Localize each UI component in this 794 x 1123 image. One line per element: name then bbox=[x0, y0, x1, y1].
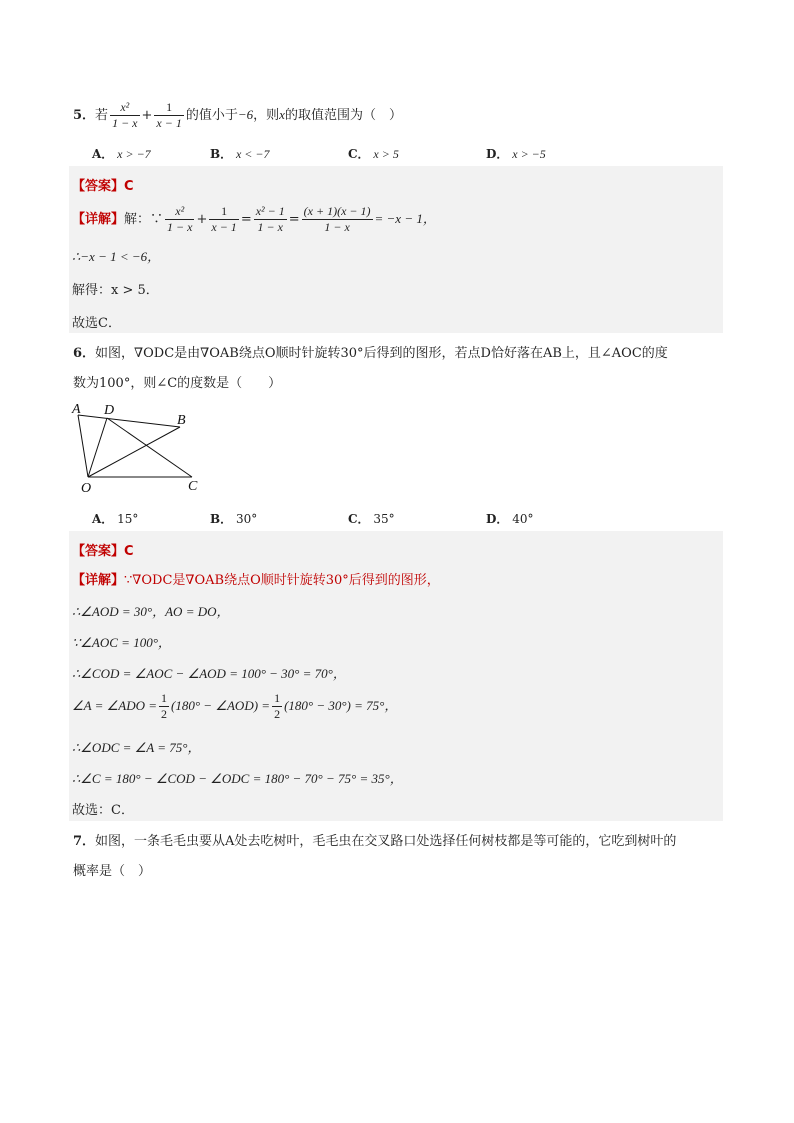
q5-option-c: C． x > 5 bbox=[348, 147, 399, 161]
q6-detail: 【详解】∵∇ODC是∇OAB绕点O顺时针旋转30°后得到的图形， bbox=[72, 573, 440, 588]
q5-detail: 【详解】解：∵ $\frac{\text{x²}}{1 - x}$ + $\frac{1}{x - 1}$ = $\frac{\text{x² − 1}}{1 - x}$ = $\frac{(x + 1)(x - 1)}{1 - x}$ = −x − 1， bbox=[72, 204, 436, 234]
q5-option-b: B． x < −7 bbox=[210, 147, 270, 161]
q6-option-b: B． 30° bbox=[210, 512, 258, 526]
q5-option-d: D． x > −5 bbox=[486, 147, 546, 161]
segment-oa bbox=[78, 415, 88, 477]
label-d: D bbox=[104, 403, 115, 418]
q6-step4: ∠A = ∠ADO = $\frac{1}{2}$ (180° − ∠AOD) = $\frac{1}{2}$ (180° − 30°) = 75°， bbox=[72, 691, 398, 721]
label-b: B bbox=[177, 413, 186, 428]
q6-stem-line2: 数为100°，则∠C的度数是（ ） bbox=[73, 376, 282, 391]
q6-stem-line1: 6．如图，∇ODC是由∇OAB绕点O顺时针旋转30°后得到的图形，若点D恰好落在AB上，且∠AOC的度 bbox=[73, 346, 668, 361]
q6-step1: ∴∠AOD = 30°，AO = DO， bbox=[72, 604, 230, 619]
q5-conclusion: 故选C． bbox=[72, 316, 121, 331]
q7-number: 7． bbox=[73, 834, 96, 849]
q5-step2: ∴−x − 1 < −6， bbox=[72, 249, 161, 264]
q6-answer: 【答案】C bbox=[72, 544, 134, 559]
q5-answer-box bbox=[69, 166, 723, 333]
q5-answer: 【答案】C bbox=[72, 179, 134, 194]
q5-stem: 5．若 $\frac{\text{x²}}{1 - x}$ + $\frac{1}{x - 1}$ 的值小于−6，则x的取值范围为（ ） bbox=[73, 100, 402, 130]
q5-step3: 解得：x > 5． bbox=[72, 283, 159, 298]
q5-option-a: A． x > −7 bbox=[92, 147, 151, 161]
q6-conclusion: 故选：C． bbox=[72, 803, 134, 818]
q6-step2: ∵∠AOC = 100°， bbox=[72, 635, 171, 650]
q6-number: 6． bbox=[73, 346, 96, 361]
q6-option-d: D． 40° bbox=[486, 512, 534, 526]
q6-answer-box bbox=[69, 531, 723, 821]
segment-ab bbox=[78, 415, 180, 427]
label-o: O bbox=[81, 481, 92, 495]
label-a: A bbox=[72, 402, 81, 417]
q6-option-a: A． 15° bbox=[92, 512, 139, 526]
q6-step5: ∴∠ODC = ∠A = 75°， bbox=[72, 740, 201, 755]
q6-step6: ∴∠C = 180° − ∠COD − ∠ODC = 180° − 70° − 75° = 35°， bbox=[72, 771, 403, 786]
q7-stem-line2: 概率是（ ） bbox=[73, 864, 152, 879]
q7-stem-line1: 7．如图，一条毛毛虫要从A处去吃树叶，毛毛虫在交叉路口处选择任何树枝都是等可能的，它吃到树叶的 bbox=[73, 834, 677, 849]
q6-diagram bbox=[70, 400, 210, 495]
q5-number: 5． bbox=[73, 108, 96, 123]
label-c: C bbox=[188, 479, 198, 494]
q6-option-c: C． 35° bbox=[348, 512, 395, 526]
q6-step3: ∴∠COD = ∠AOC − ∠AOD = 100° − 30° = 70°， bbox=[72, 666, 346, 681]
